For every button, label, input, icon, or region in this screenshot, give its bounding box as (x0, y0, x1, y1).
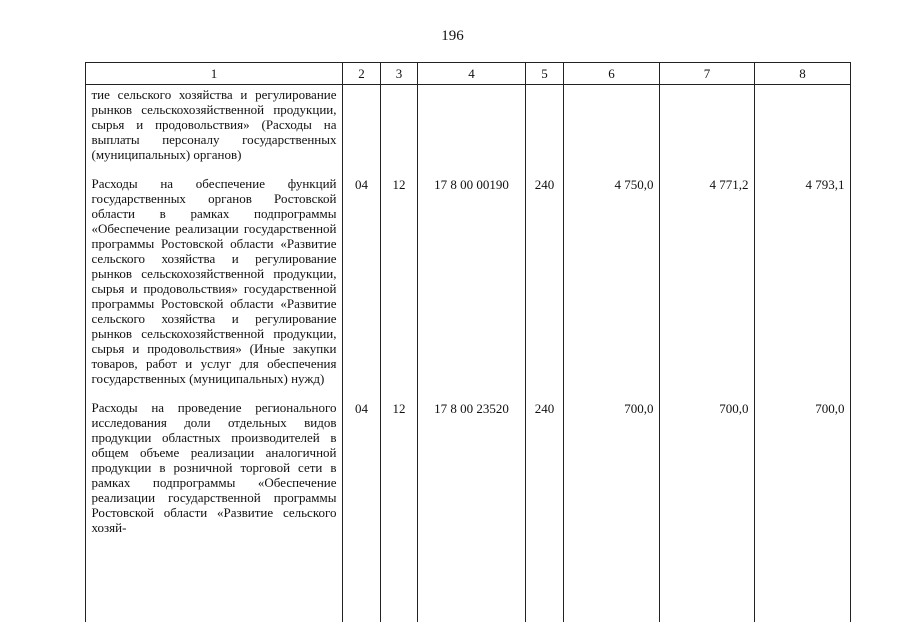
row-amount-3 (755, 85, 851, 163)
budget-table (85, 62, 851, 535)
table-row (86, 386, 851, 535)
row-expense-type: 240 (534, 177, 555, 192)
row-expense-type (526, 85, 564, 163)
row-section: 04 (355, 401, 368, 416)
row-name: тие сельского хозяйства и регулирование рынков сельскохозяйственной продукции, сырья и продовольствия» (Расходы на выплаты персоналу государственных (муниципальных) органов) (91, 87, 337, 162)
row-amount-2 (660, 85, 755, 163)
budget-table-frame (85, 62, 851, 622)
table-row (86, 85, 851, 163)
row-subsection (381, 85, 418, 163)
row-subsection: 12 (392, 401, 406, 416)
row-amount-1 (564, 85, 660, 163)
row-expense-type: 240 (534, 401, 555, 416)
row-target-code (418, 85, 526, 163)
header-col-4: 4 (418, 63, 526, 85)
header-col-5: 5 (526, 63, 564, 85)
row-amount-2: 4 771,2 (709, 177, 749, 192)
row-name: Расходы на обеспечение функций государственных органов Ростовской области в рамках подпрограммы «Обеспечение реализации государственной программы Ростовской области «Развитие сельского хозяйства и регулирование рынков сельскохозяйственной продукции, сырья и продовольствия» государственной программы Ростовской области «Развитие сельского хозяйства и регулирование рынков сельскохозяйственной продукции, сырья и продовольствия» (Иные закупки товаров, работ и услуг для обеспечения государственных (муниципальных) нужд) (91, 176, 337, 386)
row-section: 04 (355, 177, 368, 192)
header-col-2: 2 (343, 63, 381, 85)
row-amount-2: 700,0 (719, 401, 749, 416)
row-section (343, 85, 381, 163)
page-number: 196 (441, 28, 464, 44)
header-col-8: 8 (755, 63, 851, 85)
row-target-code: 17 8 00 23520 (434, 401, 509, 416)
row-amount-3: 700,0 (815, 401, 845, 416)
row-target-code: 17 8 00 00190 (434, 177, 509, 192)
row-subsection: 12 (392, 177, 406, 192)
header-row (86, 63, 851, 85)
row-name: Расходы на проведение регионального исследования доли отдельных видов продукции областных производителей в общем объеме реализации аналогичной продукции в розничной торговой сети в рамках подпрограммы «Обеспечение реализации государственной программы Ростовской области «Развитие сельского хозяй- (91, 400, 337, 535)
table-row (86, 162, 851, 386)
header-col-6: 6 (564, 63, 660, 85)
row-amount-3: 4 793,1 (805, 177, 845, 192)
row-amount-1: 700,0 (624, 401, 654, 416)
header-col-3: 3 (381, 63, 418, 85)
header-col-7: 7 (660, 63, 755, 85)
row-amount-1: 4 750,0 (614, 177, 654, 192)
header-col-1: 1 (86, 63, 343, 85)
